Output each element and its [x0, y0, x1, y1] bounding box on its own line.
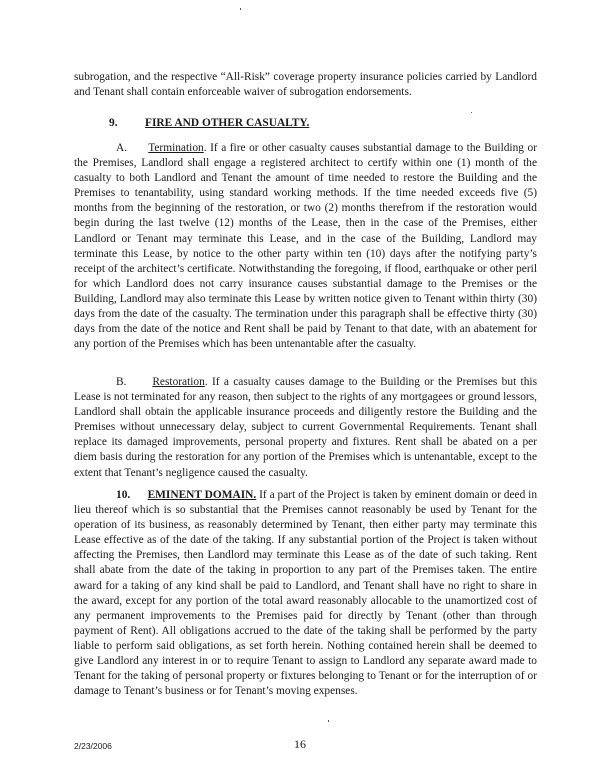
footer-date: 2/23/2006	[74, 741, 112, 751]
section-10-paragraph	[74, 488, 537, 699]
section-10-number: 10.	[116, 489, 131, 501]
intro-paragraph: subrogation, and the respective “All-Risk” coverage property insurance policies carried by Landlord and Tenant shall contain enforceable waiver of subrogation endorsements.	[74, 71, 537, 99]
page-number: 16	[294, 737, 306, 751]
section-9b-heading: Restoration	[152, 376, 205, 388]
section-9-heading	[109, 117, 309, 129]
section-9a-label: A.	[116, 142, 128, 154]
section-9b-paragraph	[74, 375, 537, 481]
scan-speck	[471, 112, 472, 113]
section-9b-text: . If a casualty causes damage to the Building or the Premises but this Lease is not terminated for any reason, then subject to the rights of any mortgagees or ground lessors, Landlord shall obtain the applicable insurance proceeds and diligently restore the Building and the Premises without unnecessary delay, subject to current Governmental Requirements. Tenant shall replace its damaged improvements, personal property and fixtures. Rent shall be abated on a per diem basis during the restoration for any portion of the Premises which is untenantable, except to the extent that Tenant’s negligence caused the casualty.	[74, 376, 537, 479]
section-9a-paragraph	[74, 141, 537, 352]
section-10-text: If a part of the Project is taken by eminent domain or deed in lieu thereof which is so substantial that the Premises cannot reasonably be used by Tenant for the operation of its business, as reasonably determined by Tenant, then either party may terminate this Lease effective as of the date of the taking. If any substantial portion of the Project is taken without affecting the Premises, then Landlord may terminate this Lease as of the date of such taking. Rent shall abate from the date of the taking in proportion to any part of the Premises taken. The entire award for a taking of any kind shall be paid to Landlord, and Tenant shall have no right to share in the award, except for any portion of the total award reasonably allocable to the unamortized cost of any permanent improvements to the Premises paid for directly by Tenant (other than through payment of Rent). All obligations accrued to the date of the taking shall be performed by the party liable to perform said obligations, as set forth herein. Nothing contained herein shall be deemed to give Landlord any interest in or to require Tenant to assign to Landlord any separate award made to Tenant for the taking of personal property or fixtures belonging to Tenant or for the interruption of or damage to Tenant’s business or for Tenant’s moving expenses.	[74, 489, 538, 698]
section-9a-heading: Termination	[148, 142, 204, 154]
scan-speck	[240, 8, 241, 10]
section-9a-text: . If a fire or other casualty causes substantial damage to the Building or the Premises, Landlord shall engage a registered architect to certify within one (1) month of the casualty to both Landlord and Tenant the amount of time needed to restore the Building and the Premises to tenantability, using standard working methods. If the time needed exceeds five (5) months from the beginning of the restoration, or two (2) months therefrom if the restoration would begin during the last twelve (12) months of the Lease, then in the case of the Premises, either Landlord or Tenant may terminate this Lease, and in the case of the Building, Landlord may terminate this Lease, by notice to the other party within ten (10) days after the notifying party’s receipt of the architect’s certificate. Notwithstanding the foregoing, if flood, earthquake or other peril for which Landlord does not carry insurance causes substantial damage to the Premises or the Building, Landlord may also terminate this Lease by written notice given to Tenant within thirty (30) days from the date of the casualty. The termination under this paragraph shall be effective thirty (30) days from the date of the notice and Rent shall be paid by Tenant to that date, with an abatement for any portion of the Premises which has been untenantable after the casualty.	[74, 142, 537, 351]
section-9b-label: B.	[116, 376, 127, 388]
scan-speck	[328, 720, 329, 722]
section-9-title: FIRE AND OTHER CASUALTY.	[145, 117, 310, 129]
section-9-number: 9.	[109, 117, 118, 129]
section-10-title: EMINENT DOMAIN.	[147, 489, 257, 501]
